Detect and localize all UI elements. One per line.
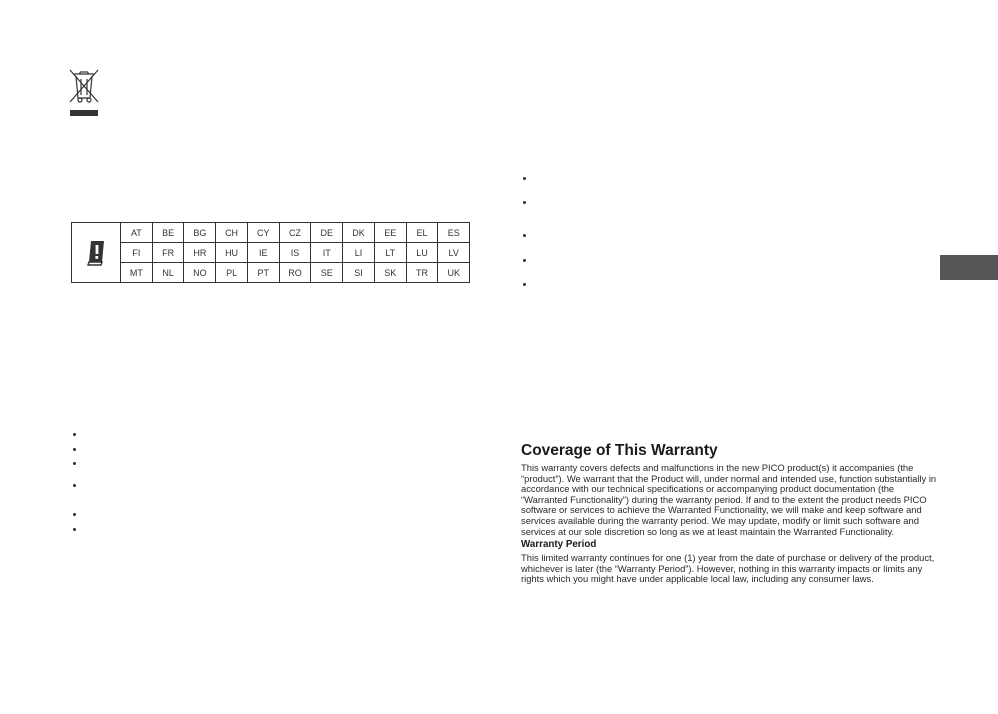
country-code-cell: IS [280,243,312,262]
country-code-cell: SE [311,263,343,282]
country-code-cell: RO [280,263,312,282]
country-code-cell: BE [153,223,185,242]
country-code-cell: DK [343,223,375,242]
country-code-cell: NL [153,263,185,282]
warranty-coverage-text: This warranty covers defects and malfunctions in the new PICO product(s) it accompanies (the “product”). We warrant that the Product will, under normal and intended use, function substantially in accordance with our technical specifications or accompanying product documentation (the “Warranted Functionality”) during the warranty period. If and to the extent the product needs PICO software or services to achieve the Warranted Functionality, we will make and keep software and services available during the warranty period. We may update, modify or limit such software and services at our sole discretion so long as we at least maintain the Warranted Functionality. [521,462,937,537]
country-row [121,263,469,282]
country-table-icon-cell [72,223,121,282]
read-manual-warning-icon [85,239,107,267]
right-bullet [523,234,526,237]
country-code-cell: LT [375,243,407,262]
country-code-cell: MT [121,263,153,282]
country-code-cell: LU [407,243,439,262]
left-bullet [73,484,76,487]
warranty-heading: Coverage of This Warranty [521,442,718,459]
left-bullet [73,433,76,436]
country-code-cell: HR [184,243,216,262]
warranty-section [521,442,939,585]
right-bullet [523,283,526,286]
country-row [121,223,469,243]
country-code-cell: LV [448,247,459,258]
country-code-cell: UK [447,267,460,278]
country-code-cell: TR [407,263,439,282]
country-code-cell: FR [153,243,185,262]
country-code-cell: AT [121,223,153,242]
country-code-cell: SI [343,263,375,282]
country-code-cell: IT [311,243,343,262]
country-code-cell: PT [248,263,280,282]
country-code-cell: HU [216,243,248,262]
warranty-period-text: This limited warranty continues for one (1) year from the date of purchase or delivery of the product, whichever is later (the “Warranty Period”). However, nothing in this warranty impacts or limits any rights which you might have under applicable local law, including any consumer laws. [521,552,935,585]
country-code-cell: CZ [280,223,312,242]
right-bullet [523,201,526,204]
left-bullet [73,513,76,516]
country-code-cell: ES [447,227,460,238]
country-row [121,243,469,263]
country-code-cell: LI [343,243,375,262]
country-code-cell: EL [407,223,439,242]
country-code-cell: DE [311,223,343,242]
country-code-cell: EE [375,223,407,242]
country-code-cell: SK [375,263,407,282]
right-bullet [523,259,526,262]
country-code-cell: CY [248,223,280,242]
country-restriction-table [71,222,470,283]
left-bullet [73,462,76,465]
country-code-cell: CH [216,223,248,242]
country-code-cell: IE [248,243,280,262]
country-code-cell: PL [216,263,248,282]
right-bullet [523,177,526,180]
country-code-cell: NO [184,263,216,282]
country-code-grid [121,223,469,282]
warranty-period-heading: Warranty Period [521,539,597,551]
left-bullet [73,528,76,531]
weee-bin-icon [68,68,100,118]
chapter-side-tab [940,255,998,280]
country-code-cell: BG [184,223,216,242]
left-bullet [73,448,76,451]
country-code-cell: FI [121,243,153,262]
